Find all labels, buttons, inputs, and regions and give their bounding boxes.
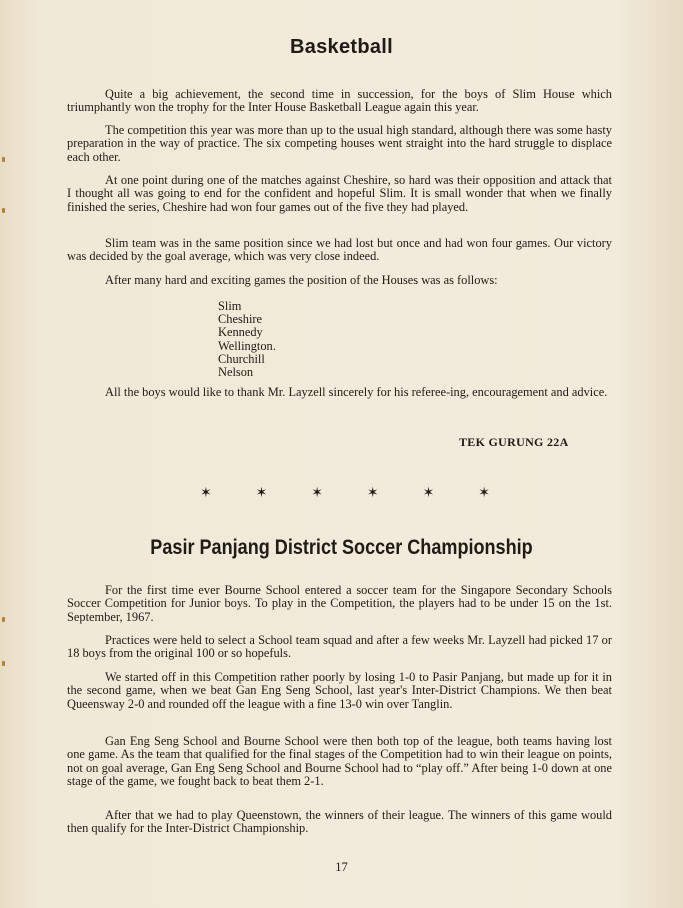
house-standing: Nelson <box>218 365 254 380</box>
star-icon: ✶ <box>200 486 212 501</box>
section-separator <box>200 485 490 505</box>
basketball-title: Basketball <box>289 36 394 58</box>
basketball-paragraph: After many hard and exciting games the position of the Houses was as follows: <box>105 273 498 287</box>
basketball-paragraph: At one point during one of the matches against Cheshire, so hard was their opposition and attack that I thought all was going to end for the confident and hopeful Slim. It is small wonder that when we finally finished the series, Cheshire had won four games out of the five they had played. <box>67 173 612 214</box>
edge-mark <box>2 661 5 666</box>
star-icon: ✶ <box>478 486 490 501</box>
house-standing: Cheshire <box>218 312 263 327</box>
house-standings-list <box>218 300 276 379</box>
edge-mark <box>2 208 5 213</box>
basketball-closing: All the boys would like to thank Mr. Layzell sincerely for his referee-ing, encouragement and advice. <box>105 385 608 399</box>
page-number: 17 <box>335 860 348 874</box>
star-icon: ✶ <box>255 486 268 501</box>
house-standing: Churchill <box>218 351 265 366</box>
basketball-paragraph: The competition this year was more than up to the usual high standard, although there was some hasty preparation in the way of practice. The six competing houses went straight into the hard struggle to displace each other. <box>67 123 612 164</box>
soccer-paragraph: After that we had to play Queenstown, the winners of their league. The winners of this game would then qualify for the Inter-District Championship. <box>67 808 612 836</box>
star-icon: ✶ <box>366 486 379 501</box>
star-icon: ✶ <box>422 486 435 501</box>
soccer-paragraph: We started off in this Competition rather poorly by losing 1-0 to Pasir Panjang, but made up for it in the second game, when we beat Gan Eng Seng School, last year's Inter-District Champions. We then beat Queensway 2-0 and rounded off the league with a fine 13-0 win over Tanglin. <box>67 670 612 711</box>
star-icon: ✶ <box>311 486 324 501</box>
house-standing: Wellington. <box>218 338 276 353</box>
soccer-paragraph: Gan Eng Seng School and Bourne School were then both top of the league, both teams having lost one game. As the team that qualified for the final stages of the Competition had to win their league on points, not on goal average, Gan Eng Seng School and Bourne School had to “play off.” After being 1-0 down at one stage of the game, we fought back to beat them 2-1. <box>67 734 612 789</box>
edge-mark <box>2 157 5 162</box>
house-standing: Kennedy <box>218 325 263 340</box>
edge-mark <box>2 617 5 622</box>
soccer-paragraph: For the first time ever Bourne School entered a soccer team for the Singapore Secondary Schools Soccer Competition for Junior boys. To play in the Competition, the players had to be under 15 on the 1st. September, 1967. <box>67 583 612 624</box>
soccer-paragraph: Practices were held to select a School team squad and after a few weeks Mr. Layzell had picked 17 or 18 boys from the original 100 or so hopefuls. <box>67 633 612 661</box>
house-standing: Slim <box>218 299 242 313</box>
basketball-paragraph: Quite a big achievement, the second time in succession, for the boys of Slim House which triumphantly won the trophy for the Inter House Basketball League again this year. <box>67 87 612 115</box>
soccer-title: Pasir Panjang District Soccer Championship <box>150 536 533 559</box>
article-author: TEK GURUNG 22A <box>459 435 569 449</box>
basketball-paragraph: Slim team was in the same position since we had lost but once and had won four games. Our victory was decided by the goal average, which was very close indeed. <box>67 236 612 264</box>
